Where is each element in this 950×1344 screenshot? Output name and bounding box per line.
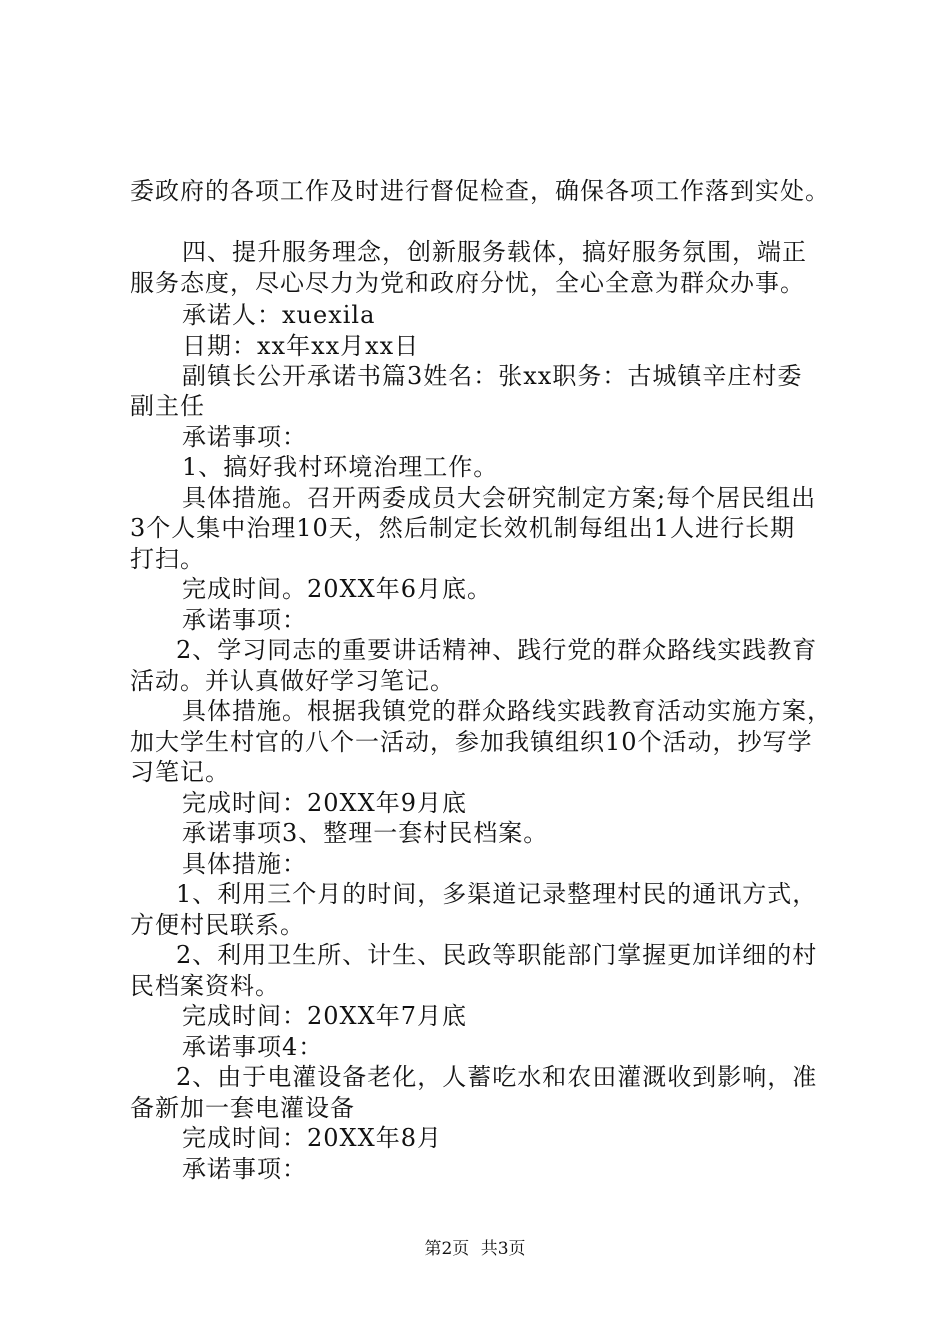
text-line: 完成时间：20XX年9月底: [182, 789, 467, 817]
text-line: 具体措施：: [182, 850, 307, 878]
text-line: 完成时间：20XX年8月: [182, 1124, 442, 1152]
page-total: 共3页: [480, 1239, 526, 1259]
text-line: 完成时间。20XX年6月底。: [182, 575, 492, 603]
text-line: 1、搞好我村环境治理工作。: [182, 453, 499, 481]
text-line: 承诺事项4：: [182, 1033, 324, 1061]
text-line: 民档案资料。: [130, 972, 280, 1000]
text-line: 活动。并认真做好学习笔记。: [130, 667, 455, 695]
text-line: 3个人集中治理10天，然后制定长效机制每组出1人进行长期: [130, 514, 796, 542]
text-line: 加大学生村官的八个一活动，参加我镇组织10个活动，抄写学: [130, 728, 813, 756]
text-line: 具体措施。根据我镇党的群众路线实践教育活动实施方案，: [182, 697, 832, 725]
text-line: 完成时间：20XX年7月底: [182, 1002, 467, 1030]
text-line: 承诺人：xuexila: [182, 301, 376, 329]
text-line: 服务态度，尽心尽力为党和政府分忧，全心全意为群众办事。: [130, 269, 805, 297]
text-line: 1、利用三个月的时间，多渠道记录整理村民的通讯方式，: [176, 880, 818, 908]
text-line: 委政府的各项工作及时进行督促检查，确保各项工作落到实处。: [130, 177, 830, 205]
text-line: 2、由于电灌设备老化，人蓄吃水和农田灌溉收到影响，准: [176, 1063, 818, 1091]
text-line: 承诺事项3、整理一套村民档案。: [182, 819, 549, 847]
text-line: 具体措施。召开两委成员大会研究制定方案;每个居民组出: [182, 484, 817, 512]
text-line: 日期：xx年xx月xx日: [182, 332, 420, 360]
text-line: 方便村民联系。: [130, 911, 305, 939]
text-line: 副镇长公开承诺书篇3姓名：张xx职务：古城镇辛庄村委: [182, 362, 803, 390]
text-line: 四、提升服务理念，创新服务载体，搞好服务氛围，端正: [182, 238, 807, 266]
text-line: 2、学习同志的重要讲话精神、践行党的群众路线实践教育: [176, 636, 818, 664]
text-line: 习笔记。: [130, 758, 230, 786]
page-number: 第2页: [424, 1239, 470, 1259]
text-line: 承诺事项：: [182, 606, 307, 634]
text-line: 承诺事项：: [182, 1155, 307, 1183]
page-footer: [0, 1238, 950, 1260]
text-line: 承诺事项：: [182, 423, 307, 451]
text-line: 备新加一套电灌设备: [130, 1094, 355, 1122]
text-line: 打扫。: [130, 545, 205, 573]
text-line: 副主任: [130, 392, 205, 420]
text-line: 2、利用卫生所、计生、民政等职能部门掌握更加详细的村: [176, 941, 818, 969]
